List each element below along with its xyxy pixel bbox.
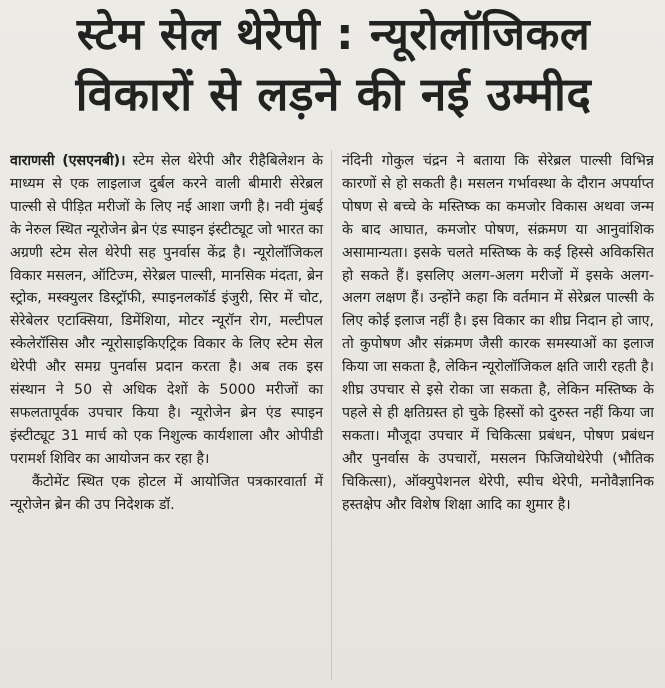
dateline: वाराणसी (एसएनबी)। bbox=[10, 153, 126, 169]
headline bbox=[10, 6, 657, 124]
headline-line-1: स्टेम सेल थेरेपी : न्यूरोलॉजिकल bbox=[76, 9, 591, 60]
article-column-left bbox=[10, 150, 332, 680]
article-body bbox=[10, 150, 655, 680]
article-column-right bbox=[332, 150, 654, 680]
article-paragraph: कैंटोमेंट स्थित एक होटल में आयोजित पत्रकारवार्ता में न्यूरोजेन ब्रेन की उप निदेशक डॉ. bbox=[10, 473, 323, 513]
article-paragraph: नंदिनी गोकुल चंद्रन ने बताया कि सेरेब्रल पाल्सी विभिन्न कारणों से हो सकती है। मसलन गर्भावस्था के दौरान अपर्याप्त पोषण से बच्चे के मस्तिष्क का कमजोर विकास अथवा जन्म के बाद आघात, कमजोर पोषण, संक्रमण या आनुवांशिक असामान्यता। इसके चलते मस्तिष्क के कई हिस्से अविकसित हो सकते हैं। इसलिए अलग-अलग मरीजों में इसके अलग-अलग लक्षण हैं। उन्होंने कहा कि वर्तमान में सेरेब्रल पाल्सी के लिए कोई इलाज नहीं है। इस विकार का शीघ्र निदान हो जाए, तो कुपोषण और संक्रमण जैसी कारक समस्याओं का इलाज किया जा सकता है, लेकिन न्यूरोलॉजिकल क्षति जारी रहती है। शीघ्र उपचार से इसे रोका जा सकता है, लेकिन मस्तिष्क के पहले से ही क्षतिग्रस्त हो चुके हिस्सों को दुरुस्त नहीं किया जा सकता। मौजूदा उपचार में चिकित्सा प्रबंधन, पोषण प्रबंधन और पुनर्वास के उपचारों, मसलन फिजियोथेरेपी (भौतिक चिकित्सा), ऑक्युपेशनल थेरेपी, स्पीच थेरेपी, मनोवैज्ञानिक हस्तक्षेप और विशेष शिक्षा आदि का शुमार है। bbox=[342, 153, 654, 513]
article-paragraph bbox=[10, 150, 323, 471]
paragraph-text: स्टेम सेल थेरेपी और रीहैबिलेशन के माध्यम से एक लाइलाज दुर्बल करने वाली बीमारी सेरेब्रल पाल्सी से पीड़ित मरीजों के लिए नई आशा जगी है। नवी मुंबई के नेरुल स्थित न्यूरोजेन ब्रेन एंड स्पाइन इंस्टीट्यूट जो भारत का अग्रणी स्टेम सेल थेरेपी सह पुनर्वास केंद्र है। न्यूरोलॉजिकल विकार मसलन, ऑटिज्म, सेरेब्रल पाल्सी, मानसिक मंदता, ब्रेन स्ट्रोक, मस्क्युलर डिस्ट्रॉफी, स्पाइनलकॉर्ड इंजुरी, सिर में चोट, सेरेबेलर एटाक्सिया, डिमेंशिया, मोटर न्यूरॉन रोग, मल्टीपल स्केलेरॉसिस और न्यूरोसाइकिएट्रिक विकार के लिए स्टेम सेल थेरेपी और समग्र पुनर्वास प्रदान करता है। अब तक इस संस्थान ने 50 से अधिक देशों के 5000 मरीजों का सफलतापूर्वक उपचार किया है। न्यूरोजेन ब्रेन एंड स्पाइन इंस्टीट्यूट 31 मार्च को एक निशुल्क कार्यशाला और ओपीडी परामर्श शिविर का आयोजन कर रहा है। bbox=[10, 153, 324, 467]
headline-line-2: विकारों से लड़ने की नई उम्मीद bbox=[75, 67, 592, 121]
